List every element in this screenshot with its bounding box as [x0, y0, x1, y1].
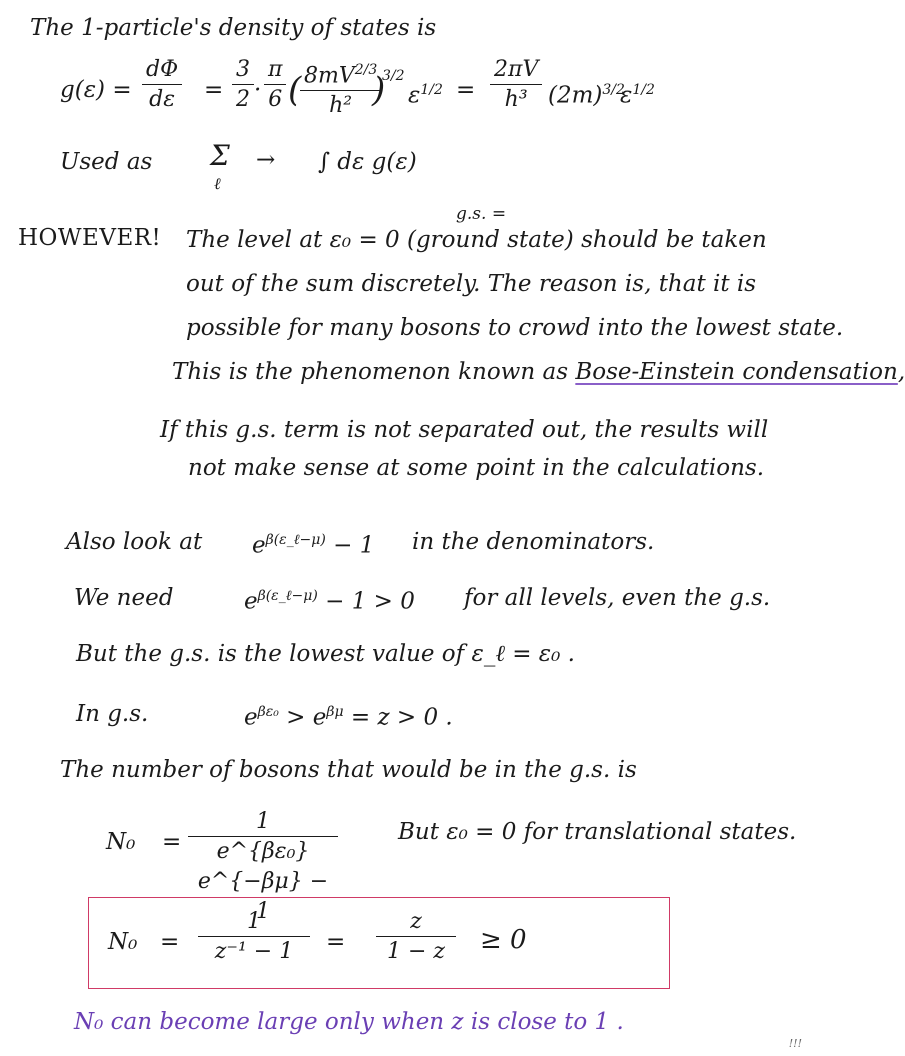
- box-equals-2: =: [326, 929, 346, 955]
- n0-equals: =: [162, 829, 182, 855]
- dphi: dΦ: [146, 57, 179, 82]
- denominator-expr: $e^{\beta(\varepsilon\_\ell-\mu)} - 1$: [252, 532, 375, 559]
- page-mark: !!!: [788, 1037, 802, 1050]
- for-all-levels: for all levels, even the g.s.: [464, 585, 771, 611]
- need-expr: $e^{\beta(\varepsilon\_\ell-\mu)} - 1 > 0$: [244, 588, 415, 615]
- arrow: →: [256, 147, 276, 173]
- sum-subscript: ℓ: [214, 174, 221, 193]
- paren-power: 3/2: [382, 68, 405, 84]
- gs-inequality: $e^{\beta\varepsilon_0} > e^{\beta\mu} = z > 0$ .: [244, 704, 453, 731]
- box-fraction-2: z 1 − z: [376, 908, 456, 967]
- dphi-deps-fraction: [142, 56, 182, 115]
- two-m-power: $(2m)^{3/2}$: [548, 82, 625, 109]
- equals-2: =: [456, 77, 476, 103]
- density-of-states-intro: The 1-particle's density of states is: [30, 15, 437, 41]
- left-paren: (: [288, 70, 302, 110]
- pi-over-six: π 6: [264, 56, 286, 115]
- line-lowest-value: But the g.s. is the lowest value of ε_ℓ = ε₀ .: [76, 641, 575, 667]
- however-text: The level at ε₀ = 0 (ground state) should be taken: [186, 227, 767, 253]
- line-phenomenon: This is the phenomenon known as Bose-Einstein condensation,: [172, 359, 905, 385]
- box-geq-zero: ≥ 0: [480, 925, 527, 955]
- also-look-label: Also look at: [66, 529, 203, 555]
- gs-note: g.s. =: [456, 204, 507, 224]
- line-possible: possible for many bosons to crowd into the lowest state.: [186, 315, 844, 341]
- line-discretely: out of the sum discretely. The reason is, that it is: [186, 271, 757, 297]
- n0-lhs: N₀: [106, 829, 136, 855]
- deps: dε: [149, 87, 175, 112]
- line-separated: If this g.s. term is not separated out, the results will: [160, 417, 769, 443]
- right-paren: ): [372, 70, 386, 110]
- two-pi-v-fraction: 2πV h³: [490, 56, 542, 115]
- however-label: HOWEVER!: [18, 225, 162, 251]
- line-number-of-bosons: The number of bosons that would be in the g.s. is: [60, 757, 637, 783]
- used-as-label: Used as: [60, 149, 153, 175]
- translational-note: But ε₀ = 0 for translational states.: [398, 819, 797, 845]
- we-need-label: We need: [74, 585, 174, 611]
- g-eps-lhs: g(ε) =: [60, 77, 132, 103]
- box-equals-1: =: [160, 929, 180, 955]
- in-gs-label: In g.s.: [76, 701, 149, 727]
- box-n0: N₀: [108, 929, 138, 955]
- bec-term: Bose-Einstein condensation: [575, 359, 898, 385]
- in-denominators: in the denominators.: [412, 529, 655, 555]
- paren-fraction: $8mV^{2/3}$ h²: [300, 56, 381, 121]
- conclusion-line: N₀ can become large only when z is close to 1 .: [74, 1009, 624, 1035]
- dot: ·: [254, 77, 262, 103]
- n0-fraction: 1 e^{βε₀} e^{−βμ} − 1: [188, 808, 338, 927]
- eps-half: $\varepsilon^{1/2}$: [408, 82, 443, 109]
- line-make-sense: not make sense at some point in the calculations.: [188, 455, 765, 481]
- integral-expr: ∫ dε g(ε): [318, 149, 417, 175]
- sum-symbol: Σ: [210, 139, 230, 172]
- box-fraction-1: 1 z⁻¹ − 1: [198, 908, 310, 967]
- three-halves: 3 2: [232, 56, 254, 115]
- equals-1: =: [204, 77, 224, 103]
- rhs-eps-half: $\varepsilon^{1/2}$: [620, 82, 655, 109]
